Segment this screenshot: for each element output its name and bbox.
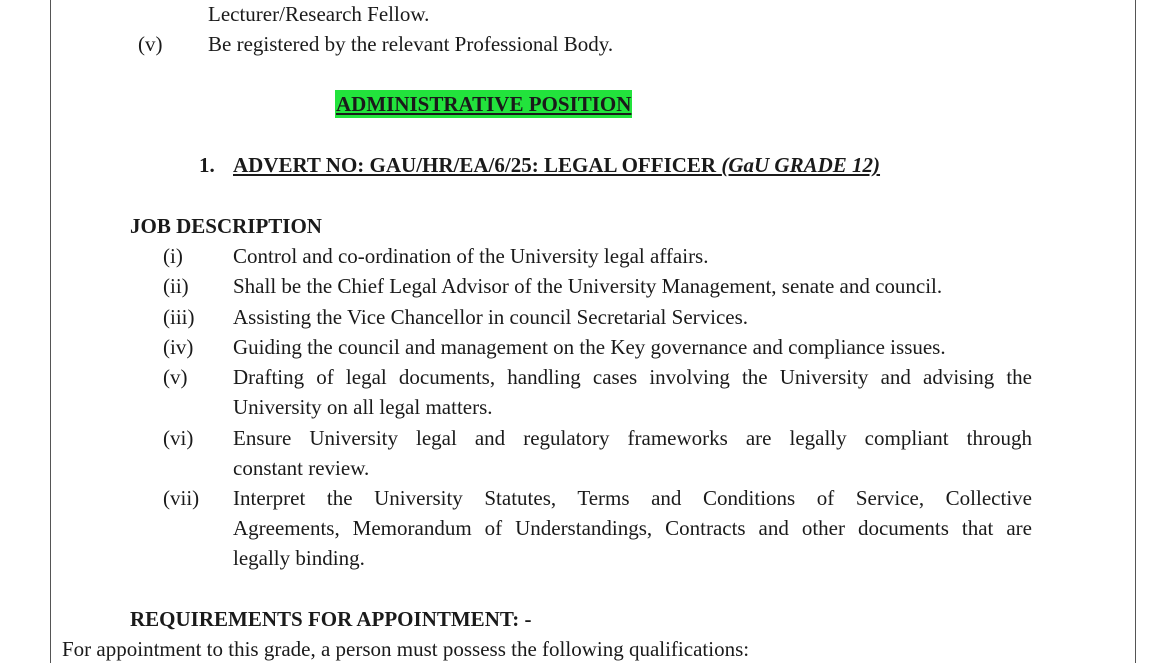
section-heading bbox=[335, 94, 632, 115]
advert-number: 1. bbox=[199, 153, 215, 177]
jd-item-number: (i) bbox=[163, 244, 183, 268]
jd-item-number: (iv) bbox=[163, 335, 194, 359]
jd-item-text-continued: University on all legal matters. bbox=[233, 395, 493, 419]
advert-grade: (GaU GRADE 12) bbox=[721, 153, 881, 177]
jd-item-text: Interpret the University Statutes, Terms and Conditions of Service, Collective bbox=[233, 486, 1032, 510]
jd-item-text-continued: Agreements, Memorandum of Understandings, Contracts and other documents that are bbox=[233, 516, 1032, 540]
right-page-border bbox=[1135, 0, 1136, 663]
jd-item-text: Guiding the council and management on the Key governance and compliance issues. bbox=[233, 335, 946, 359]
jd-item-number: (v) bbox=[163, 365, 188, 389]
previous-item-text: Be registered by the relevant Professional Body. bbox=[208, 32, 614, 56]
jd-item-text: Shall be the Chief Legal Advisor of the University Management, senate and council. bbox=[233, 274, 943, 298]
previous-item-continuation: Lecturer/Research Fellow. bbox=[208, 2, 430, 26]
left-page-border bbox=[50, 0, 51, 663]
section-heading-highlight: ADMINISTRATIVE POSITION bbox=[336, 92, 632, 116]
requirements-intro: For appointment to this grade, a person must possess the following qualifications: bbox=[62, 637, 750, 661]
jd-item-number: (vii) bbox=[163, 486, 200, 510]
jd-item-number: (ii) bbox=[163, 274, 189, 298]
jd-item-text: Control and co-ordination of the University legal affairs. bbox=[233, 244, 709, 268]
jd-item-text: Ensure University legal and regulatory frameworks are legally compliant through bbox=[233, 426, 1032, 450]
previous-item-number: (v) bbox=[138, 32, 163, 56]
advert-title bbox=[233, 155, 880, 176]
jd-item-number: (iii) bbox=[163, 305, 195, 329]
jd-item-text: Assisting the Vice Chancellor in council Secretarial Services. bbox=[233, 305, 749, 329]
jd-item-number: (vi) bbox=[163, 426, 194, 450]
jd-item-text-continued: legally binding. bbox=[233, 546, 365, 570]
jd-item-text: Drafting of legal documents, handling cases involving the University and advising the bbox=[233, 365, 1032, 389]
jd-item-text-continued: constant review. bbox=[233, 456, 370, 480]
job-description-title: JOB DESCRIPTION bbox=[130, 214, 322, 238]
advert-title-text: ADVERT NO: GAU/HR/EA/6/25: LEGAL OFFICER bbox=[233, 153, 722, 177]
requirements-title: REQUIREMENTS FOR APPOINTMENT: - bbox=[130, 607, 532, 631]
